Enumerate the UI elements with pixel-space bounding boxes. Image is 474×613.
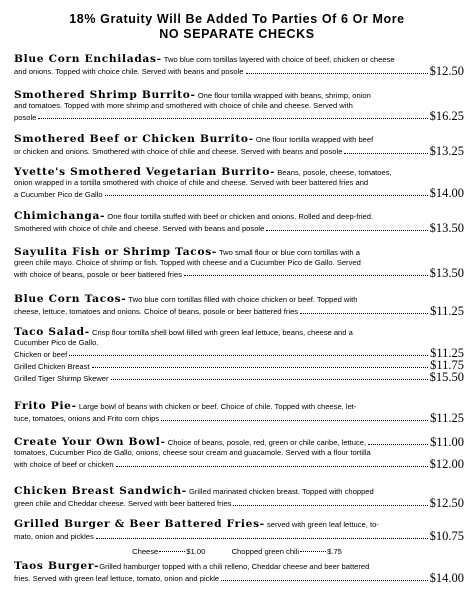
item-price: $11.25 bbox=[430, 303, 464, 318]
item-name: Sayulita Fish or Shrimp Tacos- bbox=[14, 246, 217, 258]
item-name: Blue Corn Tacos- bbox=[14, 293, 127, 305]
item-price: $11.00 bbox=[430, 435, 464, 449]
item-description: tomatoes, Cucumber Pico de Gallo, onions, cheese sour cream and guacamole. Served with a flour tortilla bbox=[14, 448, 371, 457]
item-name: Chicken Breast Sandwich- bbox=[14, 485, 187, 497]
dot-leader bbox=[159, 551, 185, 552]
dot-leader bbox=[96, 538, 428, 539]
addon-cheese-price: $1.00 bbox=[186, 547, 206, 556]
item-price: $13.25 bbox=[429, 143, 464, 158]
dot-leader bbox=[233, 505, 427, 506]
burger-add-ons bbox=[0, 547, 474, 556]
dot-leader bbox=[266, 230, 427, 231]
menu-item-chicken-breast-sandwich bbox=[14, 487, 464, 509]
option-price: $11.25 bbox=[430, 346, 464, 361]
item-name: Yvette's Smothered Vegetarian Burrito- bbox=[14, 166, 276, 178]
item-description: Two small flour or blue corn tortillas with a bbox=[216, 248, 360, 257]
menu-item-frito-pie bbox=[14, 402, 464, 424]
item-price: $11.25 bbox=[430, 410, 464, 425]
item-description: with choice of beans, posole or beer battered fries bbox=[14, 269, 183, 279]
option-price: $15.50 bbox=[429, 370, 464, 385]
option-row bbox=[14, 347, 464, 359]
item-description: One flour tortilla wrapped with beef bbox=[253, 135, 374, 144]
dot-leader bbox=[69, 355, 428, 356]
item-name: Create Your Own Bowl- bbox=[14, 436, 166, 449]
dot-leader bbox=[300, 313, 428, 314]
item-name: Taos Burger- bbox=[14, 560, 100, 572]
menu-item-taos-burger bbox=[14, 562, 464, 584]
item-description: Cucumber Pico de Gallo. bbox=[14, 337, 99, 347]
item-description: green chile mayo. Choice of shrimp or fish. Topped with cheese and a Cucumber Pico de Gallo. Served bbox=[14, 257, 361, 267]
item-name: Smothered Beef or Chicken Burrito- bbox=[14, 133, 254, 145]
item-description: fries. Served with green leaf lettuce, tomato, onion and pickle bbox=[14, 574, 220, 583]
item-description: Beans, posole, cheese, tomatoes, bbox=[275, 168, 392, 177]
item-price: $12.50 bbox=[429, 63, 464, 78]
item-name: Taco Salad- bbox=[14, 326, 90, 338]
dot-leader bbox=[38, 118, 427, 119]
item-description: onion wrapped in a tortilla smothered with choice of chile and cheese. Served with beer battered fries and bbox=[14, 177, 369, 187]
item-description: Choice of beans, posole, red, green or chile caribe, lettuce, bbox=[165, 438, 367, 448]
item-description: Smothered with choice of chile and cheese. Served with beans and posole bbox=[14, 224, 265, 233]
menu-item-taco-salad bbox=[14, 328, 464, 383]
addon-cheese-label: Cheese bbox=[132, 547, 159, 556]
addon-chile-label: Chopped green chili bbox=[231, 547, 300, 556]
item-description: tuce, tomatoes, onions and Frito corn chips bbox=[14, 414, 160, 423]
item-description: and tomatoes. Topped with more shrimp and smothered with choice of chile and cheese. Served with bbox=[14, 100, 353, 110]
item-price: $14.00 bbox=[429, 186, 464, 201]
option-price: $11.75 bbox=[430, 358, 464, 373]
dot-leader bbox=[344, 153, 427, 154]
option-label: Grilled Tiger Shirmp Skewer bbox=[14, 373, 109, 383]
dot-leader bbox=[92, 367, 429, 368]
item-price: $16.25 bbox=[429, 109, 464, 124]
item-price: $12.50 bbox=[429, 495, 464, 510]
item-description: with choice of beef or chicken bbox=[14, 460, 114, 469]
item-description: Grilled hamburger topped with a chili relleno, Cheddar cheese and beer battered bbox=[99, 562, 370, 571]
item-name: Smothered Shrimp Burrito- bbox=[14, 89, 196, 101]
item-description: a Cucumber Pico de Gallo bbox=[14, 189, 103, 199]
dot-leader bbox=[116, 466, 428, 467]
dot-leader bbox=[221, 580, 427, 581]
item-description: Two blue corn tortillas layered with choice of beef, chicken or cheese bbox=[161, 55, 395, 64]
menu-item-grilled-burger bbox=[14, 520, 464, 542]
menu-item-smothered-beef-or-chicken-burrito bbox=[14, 135, 464, 157]
item-name: Blue Corn Enchiladas- bbox=[14, 53, 162, 65]
dot-leader bbox=[246, 73, 428, 74]
dot-leader bbox=[105, 195, 428, 196]
item-description: Crisp flour tortilla shell bowl filled with green leaf lettuce, beans, cheese and a bbox=[89, 328, 353, 337]
dot-leader bbox=[111, 379, 428, 380]
item-description: cheese, lettuce, tomatoes and onions. Choice of beans, posole or beer battered fries bbox=[14, 307, 299, 316]
separate-checks-notice: NO SEPARATE CHECKS bbox=[159, 27, 315, 41]
menu-item-blue-corn-tacos bbox=[14, 295, 464, 317]
item-description: One flour tortilla stuffed with beef or chicken and onions. Rolled and deep-fried. bbox=[105, 212, 374, 221]
item-price: $12.00 bbox=[429, 456, 464, 471]
item-description: and onions. Topped with choice chile. Served with beans and posole bbox=[14, 67, 244, 76]
menu-item-smothered-shrimp-burrito bbox=[14, 91, 464, 122]
item-price: $14.00 bbox=[429, 570, 464, 585]
item-price: $13.50 bbox=[429, 220, 464, 235]
item-price: $10.75 bbox=[429, 528, 464, 543]
menu-item-sayulita-tacos bbox=[14, 248, 464, 279]
item-price: $13.50 bbox=[429, 266, 464, 281]
item-description: served with green leaf lettuce, to- bbox=[264, 520, 379, 529]
menu-item-vegetarian-burrito bbox=[14, 168, 464, 199]
addon-chile-price: $.75 bbox=[327, 547, 342, 556]
item-description: or chicken and onions. Smothered with choice of chile and cheese. Served with beans and posole bbox=[14, 147, 343, 156]
item-name: Grilled Burger & Beer Battered Fries- bbox=[14, 518, 265, 530]
option-row bbox=[14, 371, 464, 383]
item-description: Grilled marinated chicken breast. Topped with chopped bbox=[186, 487, 374, 496]
gratuity-notice: 18% Gratuity Will Be Added To Parties Of 6 Or More bbox=[69, 12, 405, 26]
option-label: Grilled Chicken Breast bbox=[14, 361, 90, 371]
dot-leader bbox=[161, 420, 428, 421]
item-name: Frito Pie- bbox=[14, 400, 77, 412]
dot-leader bbox=[300, 551, 326, 552]
item-description: mato, onion and pickles bbox=[14, 532, 94, 541]
item-name: Chimichanga- bbox=[14, 210, 106, 222]
menu-item-chimichanga bbox=[14, 212, 464, 234]
menu-item-blue-corn-enchiladas bbox=[14, 55, 464, 77]
menu-item-create-your-own-bowl bbox=[14, 436, 464, 470]
dot-leader bbox=[184, 275, 428, 276]
option-row bbox=[14, 359, 464, 371]
item-description: posole bbox=[14, 112, 37, 122]
item-description: Large bowl of beans with chicken or beef. Choice of chile. Topped with cheese, let- bbox=[76, 402, 357, 411]
dot-leader bbox=[368, 444, 428, 445]
item-description: green chile and Cheddar cheese. Served with beer battered fries bbox=[14, 499, 232, 508]
item-description: Two blue corn tortillas filled with choice chicken or beef. Topped with bbox=[126, 295, 358, 304]
item-description: One flour tortilla wrapped with beans, shrimp, onion bbox=[195, 91, 371, 100]
option-label: Chicken or beef bbox=[14, 349, 68, 359]
